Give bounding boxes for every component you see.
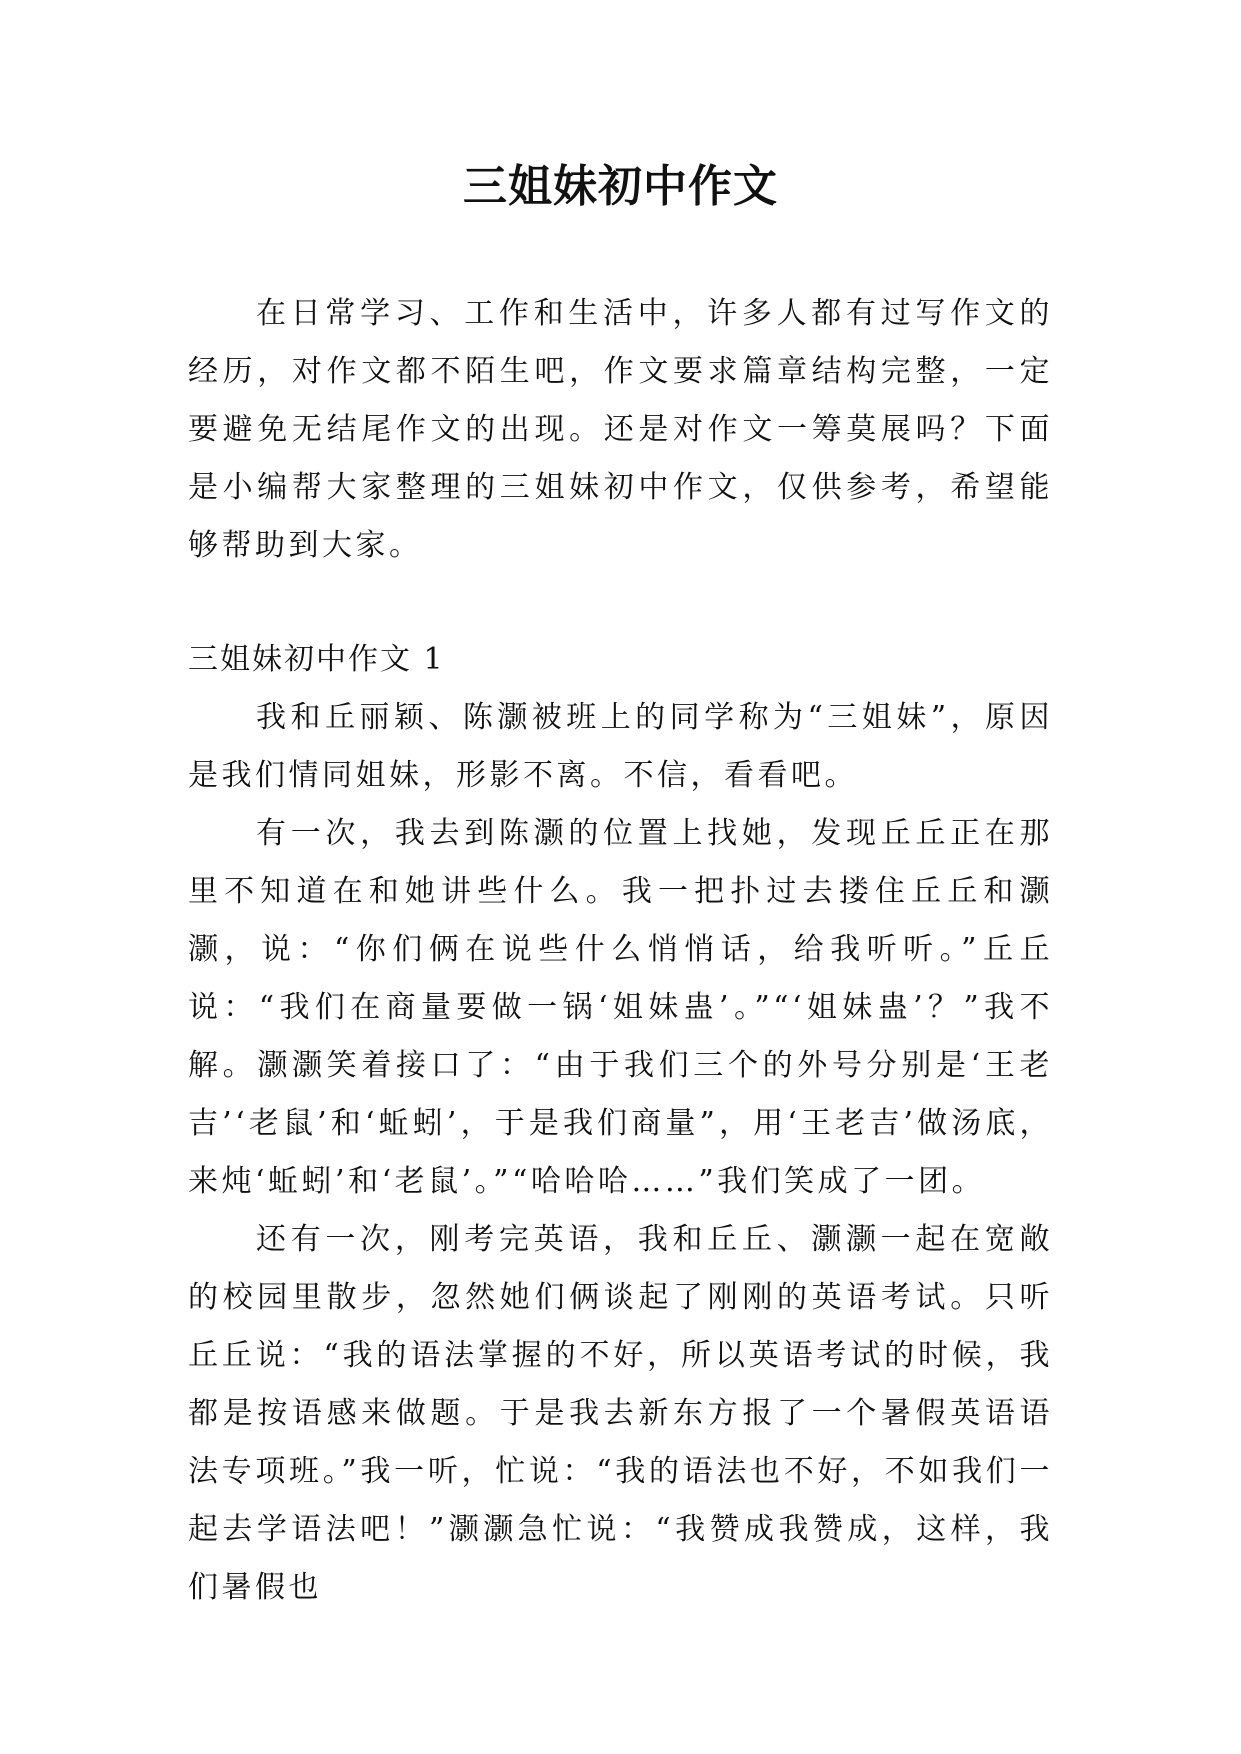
document-body — [188, 285, 1053, 1617]
body-paragraph: 我和丘丽颖、陈灏被班上的同学称为“三姐妹”，原因是我们情同姐妹，形影不离。不信，看看吧。 — [188, 700, 1053, 793]
section-heading: 三姐妹初中作文 1 — [188, 642, 445, 677]
document-title: 三姐妹初中作文 — [463, 161, 778, 212]
body-paragraph: 有一次，我去到陈灏的位置上找她，发现丘丘正在那里不知道在和她讲些什么。我一把扑过去搂住丘丘和灏灏，说：“你们俩在说些什么悄悄话，给我听听。”丘丘说：“我们在商量要做一锅‘姐妹蛊’。”“‘姐妹蛊’？”我不解。灏灏笑着接口了：“由于我们三个的外号分别是‘王老吉’‘老鼠’和‘蚯蚓’，于是我们商量”，用‘王老吉’做汤底，来炖‘蚯蚓’和‘老鼠’。”“哈哈哈……”我们笑成了一团。 — [188, 816, 1053, 1199]
intro-paragraph: 在日常学习、工作和生活中，许多人都有过写作文的经历，对作文都不陌生吧，作文要求篇章结构完整，一定要避免无结尾作文的出现。还是对作文一筹莫展吗？下面是小编帮大家整理的三姐妹初中作文，仅供参考，希望能够帮助到大家。 — [188, 296, 1053, 563]
body-paragraph: 还有一次，刚考完英语，我和丘丘、灏灏一起在宽敞的校园里散步，忽然她们俩谈起了刚刚的英语考试。只听丘丘说：“我的语法掌握的不好，所以英语考试的时候，我都是按语感来做题。于是我去新东方报了一个暑假英语语法专项班。”我一听，忙说：“我的语法也不好，不如我们一起去学语法吧！”灏灏急忙说：“我赞成我赞成，这样，我们暑假也 — [188, 1222, 1053, 1605]
